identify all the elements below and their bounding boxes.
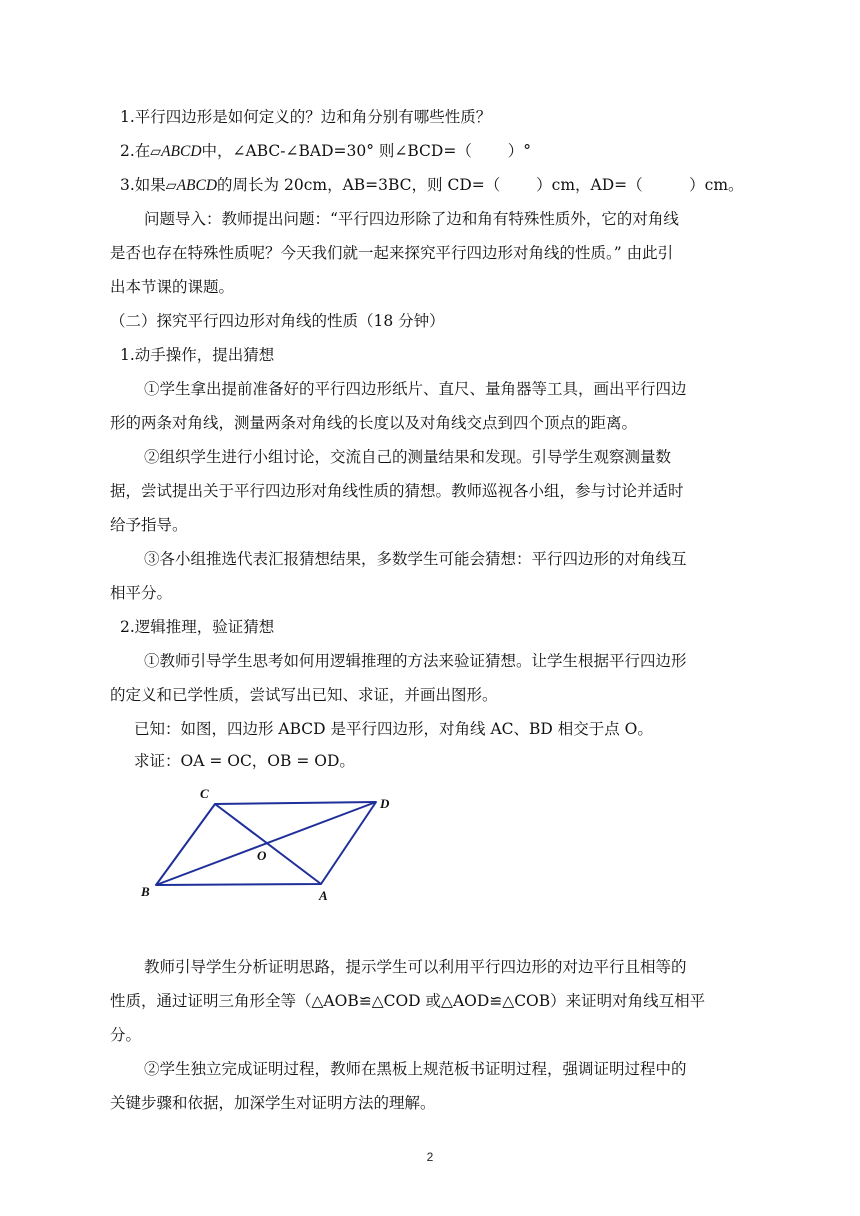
- step-1-heading: 1.动手操作，提出猜想: [120, 346, 275, 364]
- intro-line-2: 是否也存在特殊性质呢？今天我们就一起来探究平行四边形对角线的性质。” 由此引: [110, 244, 674, 262]
- vertex-label-b: B: [141, 884, 150, 899]
- paragraph-5-line-1: 教师引导学生分析证明思路，提示学生可以利用平行四边形的对边平行且相等的: [144, 958, 687, 976]
- parallelogram-symbol-icon: ▱: [150, 144, 162, 160]
- page-number: 2: [426, 1150, 434, 1164]
- paragraph-6-line-1: ②学生独立完成证明过程，教师在黑板上规范板书证明过程，强调证明过程中的: [144, 1060, 687, 1078]
- prove-statement: 求证：OA = OC，OB = OD。: [134, 752, 355, 770]
- paragraph-1-line-1: ①学生拿出提前准备好的平行四边形纸片、直尺、量角器等工具，画出平行四边: [144, 380, 687, 398]
- diagonal-ca: [215, 804, 321, 884]
- question-2-prefix: 2.在: [120, 142, 151, 160]
- parallelogram-figure: [135, 780, 405, 905]
- paragraph-4-line-2: 的定义和已学性质，尝试写出已知、求证，并画出图形。: [110, 686, 498, 704]
- paragraph-3-line-1: ③各小组推选代表汇报猜想结果，多数学生可能会猜想：平行四边形的对角线互: [144, 550, 687, 568]
- question-3-text: 的周长为 20cm，AB=3BC，则 CD=（ ）cm，AD=（ ）cm。: [217, 176, 744, 194]
- paragraph-2-line-2: 据，尝试提出关于平行四边形对角线性质的猜想。教师巡视各小组，参与讨论并适时: [110, 482, 684, 500]
- step-2-heading: 2.逻辑推理，验证猜想: [120, 618, 275, 636]
- paragraph-5-line-3: 分。: [110, 1026, 142, 1044]
- vertex-label-o: O: [257, 848, 267, 863]
- question-3-prefix: 3.如果: [120, 176, 166, 194]
- parallelogram-lines: [156, 802, 376, 885]
- paragraph-4-line-1: ①教师引导学生思考如何用逻辑推理的方法来验证猜想。让学生根据平行四边形: [144, 652, 687, 670]
- intro-line-1: 问题导入：教师提出问题：“平行四边形除了边和角有特殊性质外，它的对角线: [144, 210, 679, 228]
- paragraph-6-line-2: 关键步骤和依据，加深学生对证明方法的理解。: [110, 1094, 436, 1112]
- section-heading: （二）探究平行四边形对角线的性质（18 分钟）: [110, 312, 445, 330]
- vertex-label-d: D: [380, 796, 390, 811]
- diagonal-db: [156, 802, 376, 885]
- parallelogram-name: ABCD: [176, 177, 218, 194]
- question-3: [120, 175, 744, 196]
- paragraph-3-line-2: 相平分。: [110, 584, 173, 602]
- given-statement: 已知：如图，四边形 ABCD 是平行四边形，对角线 AC、BD 相交于点 O。: [134, 720, 653, 738]
- vertex-label-c: C: [200, 786, 209, 801]
- paragraph-2-line-3: 给予指导。: [110, 516, 188, 534]
- vertex-label-a: A: [319, 888, 328, 903]
- question-2: [120, 141, 531, 162]
- question-2-text: 中，∠ABC-∠BAD=30° 则∠BCD=（ ）°: [201, 142, 532, 160]
- paragraph-5-line-2: 性质，通过证明三角形全等（△AOB≌△COD 或△AOD≌△COB）来证明对角线互相平: [110, 992, 706, 1010]
- question-1: 1.平行四边形是如何定义的？边和角分别有哪些性质？: [120, 108, 492, 126]
- parallelogram-name: ABCD: [161, 143, 202, 160]
- paragraph-2-line-1: ②组织学生进行小组讨论，交流自己的测量结果和发现。引导学生观察测量数: [144, 448, 672, 466]
- paragraph-1-line-2: 形的两条对角线，测量两条对角线的长度以及对角线交点到四个顶点的距离。: [110, 414, 638, 432]
- intro-line-3: 出本节课的课题。: [110, 278, 235, 296]
- parallelogram-symbol-icon: ▱: [165, 178, 177, 194]
